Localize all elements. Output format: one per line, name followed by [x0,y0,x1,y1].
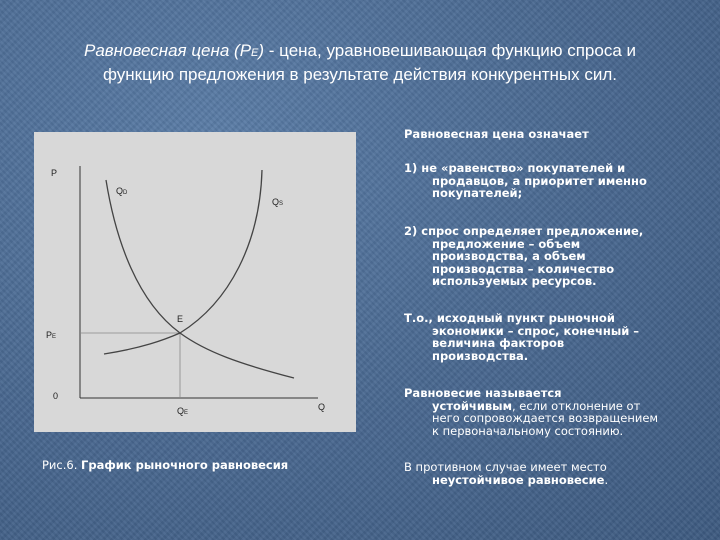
item-4-line-2-rest: , если отклонение от [511,398,641,413]
figure-caption-prefix: Рис.6. [42,458,82,472]
explanation-item-4 [404,387,694,437]
qe-label-main: Q [177,406,185,416]
title-line-2: функцию предложения в результате действия конкурентных сил. [103,65,617,84]
figure-caption [42,458,288,472]
item-2-line-5: используемых ресурсов. [432,274,597,288]
pe-label-main: P [46,330,53,340]
origin-label: 0 [53,391,59,401]
supply-label-main: Q [272,197,280,207]
demand-label-sub: D [123,190,128,196]
item-1-line-3: покупателей; [432,186,523,200]
item-5-line-1: В противном случае имеет место [404,460,607,474]
qe-label-sub: E [184,410,189,416]
item-3-line-1: Т.о., исходный пункт рыночной [404,311,615,325]
qe-label [177,406,188,416]
p-axis-label: P [51,168,58,178]
equilibrium-chart [34,132,356,432]
equilibrium-label: E [177,314,184,324]
explanation-heading: Равновесная цена означает [404,127,589,141]
title-term [84,41,264,60]
item-5-unstable-term: неустойчивое равновесие [432,472,605,487]
item-4-stable-term: устойчивым [432,398,512,413]
item-2-line-2: предложение – объем [432,236,581,251]
title-term-subscript: Е [251,47,259,59]
equilibrium-chart-panel [34,132,356,432]
item-4-line-1: Равновесие называется [404,386,562,400]
item-3-line-4: производства. [432,348,529,363]
explanation-item-2 [404,225,694,288]
demand-label-main: Q [116,186,124,196]
title-definition-line-1: - цена, уравновешивающая функцию спроса и [264,41,637,60]
item-3-line-3: величина факторов [432,336,565,350]
item-2-line-3: производства, а объем [432,249,586,263]
title-term-suffix: ) [258,41,265,60]
figure-caption-text: График рыночного равновесия [81,458,289,472]
pe-label-sub: E [52,334,57,340]
item-2-line-4: производства – количество [432,261,615,276]
q-axis-label: Q [318,402,326,412]
demand-label [116,186,128,196]
explanation-item-5 [404,461,694,486]
explanation-item-1 [404,162,694,200]
item-4-line-3: него сопровождается возвращением [432,411,659,425]
slide-title [40,40,680,86]
item-5-line-2-end: . [604,472,609,487]
item-1-line-2: продавцов, а приоритет именно [432,173,647,188]
explanation-item-3 [404,312,694,362]
item-3-line-2: экономики – спрос, конечный – [432,323,640,338]
supply-label-sub: S [279,201,284,207]
item-4-line-4: к первоначальному состоянию. [432,423,624,438]
supply-label [272,197,283,207]
title-term-prefix: Равновесная цена (Р [83,41,252,60]
item-2-line-1: 2) спрос определяет предложение, [404,224,644,238]
pe-label [46,330,56,340]
title-line-1 [40,40,680,64]
item-1-line-1: 1) не «равенство» покупателей и [404,161,626,175]
